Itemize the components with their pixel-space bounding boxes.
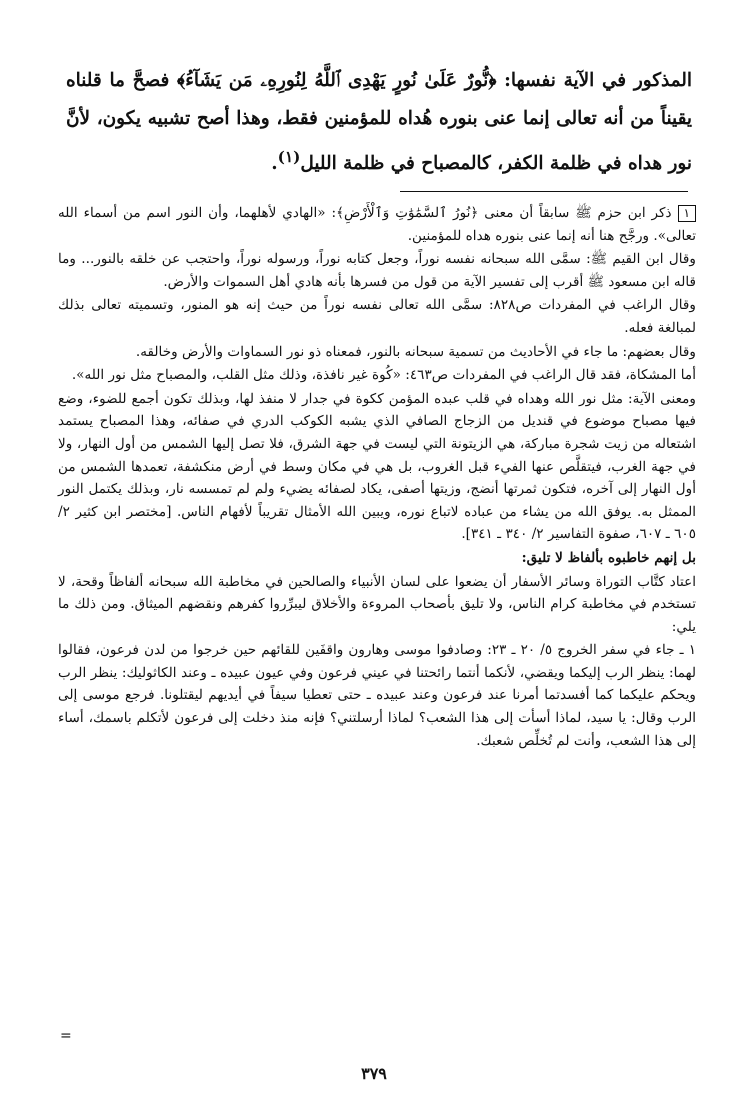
footnote-reference: (١) <box>277 148 301 166</box>
footnote-paragraph: ١ذكر ابن حزم ﷺ سابقاً أن معنى ﴿نُورُ ٱلسَّمَٰوَٰتِ وَٱلْأَرْضِ﴾: «الهادي لأهلهما، وأن النور اسم من أسماء الله تعالى». ورجَّح هنا أنه إنما عنى بنوره هداه للمؤمنين. <box>58 205 696 244</box>
main-paragraph: المذكور في الآية نفسها: ﴿نُّورٌ عَلَىٰ نُورٍ يَهْدِى ٱللَّهُ لِنُورِهِۦ مَن يَشَآءُ﴾ فصحَّ ما قلناه يقيناً من أنه تعالى إنما عنى بنوره هُداه للمؤمنين فقط، وهذا أصح تشبيه يكون، لأنَّ نور هداه في ظلمة الكفر، كالمصباح في ظلمة الليل$^{(١)}$. <box>66 70 692 175</box>
section-paragraph: اعتاد كتَّاب التوراة وسائر الأسفار أن يضعوا على لسان الأنبياء والصالحين في مخاطبة الله سبحانه ألفاظاً وقحة، لا تستخدم في مخاطبة كرام الناس، ولا تليق بأصحاب المروءة والأخلاق ليبرِّروا كفرهم ونقضهم الميثاق. ومن ذلك ما يلي: <box>58 573 696 635</box>
continuation-mark: = <box>60 1028 72 1044</box>
footnote-paragraph: وقال الراغب في المفردات ص٨٢٨: سمَّى الله تعالى نفسه نوراً من حيث إنه هو المنور، وتسميته تعالى بذلك لمبالغة فعله. <box>58 297 696 336</box>
footnote-number: ١ <box>678 205 696 222</box>
main-text <box>66 62 692 183</box>
section-heading: بل إنهم خاطبوه بألفاظ لا تليق: <box>521 549 696 566</box>
footnotes <box>58 202 696 753</box>
footnote-separator <box>400 191 688 192</box>
footnote-paragraph: ومعنى الآية: مثل نور الله وهداه في قلب عبده المؤمن ككوة في جدار لا منفذ لها، وبذلك تكون أجمع للضوء، وضع فيها مصباح موضوع في قنديل من الزجاج الصافي الذي يشبه الكوكب الدري في صفائه، وهذا المصباح يستمد اشتعاله من زيت شجرة مباركة، هي الزيتونة التي ليست في جهة الشرق، فلا تصل إليها الشمس من أول النهار، ولا في جهة الغرب، فيتقلَّص عنها الفيء قبل الغروب، بل هي في مكان وسط في أرض منكشفة، تعمدها الشمس من أول النهار إلى آخره، فتكون ثمرتها أنضج، وزيتها أصفى، يكاد لصفائه يضيء ولم لم تمسسه نار، وبذلك يكتمل النور الممثل به. يوفق الله من يشاء من عباده لاتباع نوره، ويبين الله الأمثال تقريباً لأفهام الناس. [مختصر ابن كثير ٢/ ٦٠٥ ـ ٦٠٧، صفوة التفاسير ٢/ ٣٤٠ ـ ٣٤١]. <box>58 390 696 543</box>
footnote-paragraph: وقال بعضهم: ما جاء في الأحاديث من تسمية سبحانه بالنور، فمعناه ذو نور السماوات والأرض وخالقه. <box>135 343 696 360</box>
list-item: ١ ـ جاء في سفر الخروج ٥/ ٢٠ ـ ٢٣: وصادفوا موسى وهارون واقفَين للقائهم حين خرجوا من لدن فرعون، فقالوا لهما: ينظر الرب إليكما ويقضي، لأنكما أنتما رائحتنا في عيني فرعون وفي عيون عبيده ـ وعند الكاثوليك: ينظر الرب ويحكم عليكما كما أفسدتما أمرنا عند فرعون وعند عبيده ـ حتى تعطيا سيفاً في أيديهم ليقتلونا. فرجع موسى إلى الرب وقال: يا سيد، لماذا أسأت إلى هذا الشعب؟ لماذا أرسلتني؟ فإنه منذ دخلت إلى فرعون لأتكلم باسمك، أساء إلى هذا الشعب، وأنت لم تُخلِّص شعبك. <box>58 642 697 749</box>
footnote-paragraph: أما المشكاة، فقد قال الراغب في المفردات ص٤٦٣: «كُوة غير نافذة، وذلك مثل القلب، والمصباح مثل نور الله». <box>71 367 696 384</box>
footnote-paragraph: وقال ابن القيم ﷺ: سمَّى الله سبحانه نفسه نوراً، وجعل كتابه نوراً، ورسوله نوراً، واحتجب عن خلقه بالنور... وما قاله ابن مسعود ﷺ أقرب إلى تفسير الآية من قول من فسرها بأنه هادي أهل السموات والأرض. <box>58 251 696 290</box>
page-number: ٣٧٩ <box>361 1064 387 1083</box>
